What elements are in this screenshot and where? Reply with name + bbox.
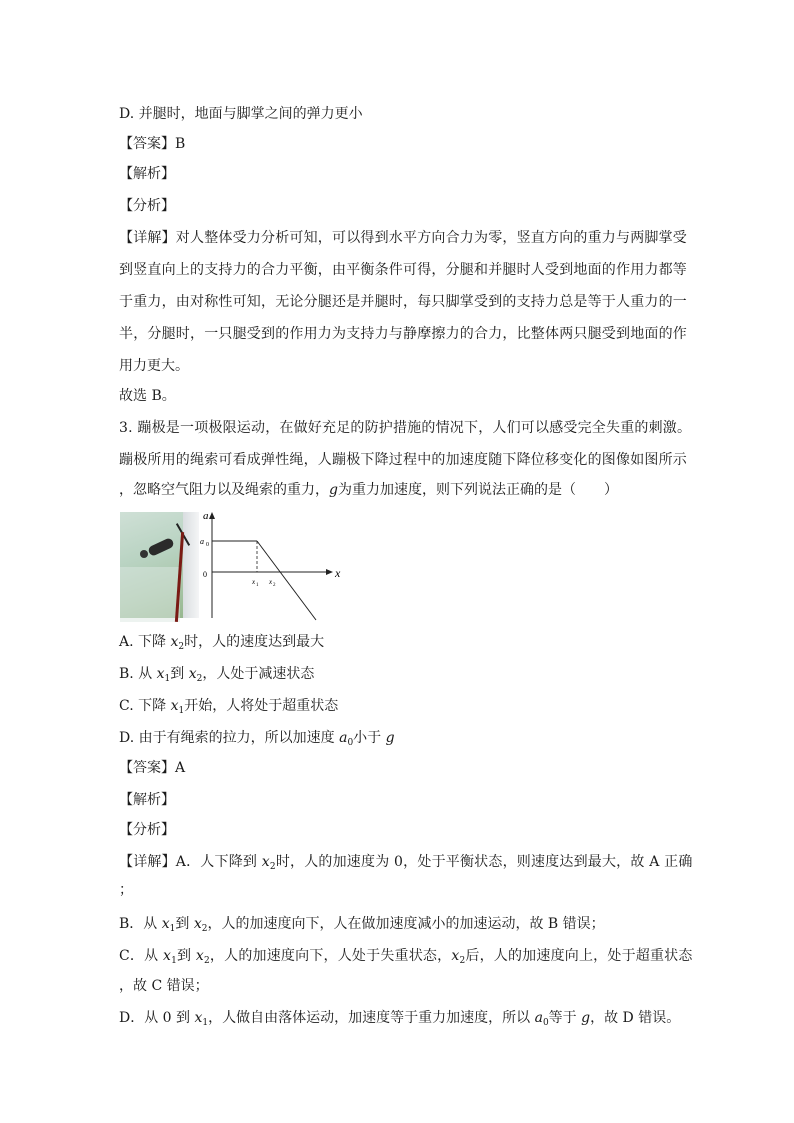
option-d: D. 由于有绳索的拉力，所以加速度 $a_0$小于 g xyxy=(119,730,395,748)
x2-label: x xyxy=(269,578,273,586)
y-axis-arrow xyxy=(209,512,215,519)
a0-label: a xyxy=(200,537,204,546)
acceleration-displacement-graph xyxy=(202,510,340,620)
bungee-photo xyxy=(120,512,199,618)
explanation-2-a-cont: ； xyxy=(119,882,133,898)
explanation-1-line-5: 用力更大。 xyxy=(119,358,189,374)
explanation-2-a: 【详解】A．人下降到 $x_2$时，人的加速度为 0，处于平衡状态，则速度达到最大，故 A 正确 xyxy=(119,854,693,872)
option-d-previous: D. 并腿时，地面与脚掌之间的弹力更小 xyxy=(119,106,363,122)
explanation-1-line-2: 到竖直向上的支持力的合力平衡，由平衡条件可得，分腿和并腿时人受到地面的作用力都等 xyxy=(119,262,687,278)
explanation-2-d: D．从 0 到 $x_1$，人做自由落体运动，加速度等于重力加速度，所以 $a_0$等于 g，故 D 错误。 xyxy=(119,1010,681,1028)
explanation-1-line-3: 于重力，由对称性可知，无论分腿还是并腿时，每只脚掌受到的支持力总是等于人重力的一 xyxy=(119,294,687,310)
x-axis-label: x xyxy=(335,566,341,580)
x-axis-arrow xyxy=(326,569,333,575)
x1-subscript: 1 xyxy=(256,583,259,588)
question-3-line-3: ，忽略空气阻力以及绳索的重力，g为重力加速度，则下列说法正确的是（ ） xyxy=(119,482,618,498)
question-figure xyxy=(120,510,340,620)
y-axis-label: a xyxy=(203,510,209,522)
choose-b: 故选 B。 xyxy=(119,388,176,404)
answer-label-2: 【答案】A xyxy=(119,760,186,776)
option-c: C. 下降 $x_1$开始，人将处于超重状态 xyxy=(119,698,339,716)
explanation-2-c-cont: ，故 C 错误； xyxy=(119,978,209,994)
question-3-line-2: 蹦极所用的绳索可看成弹性绳，人蹦极下降过程中的加速度随下降位移变化的图像如图所示 xyxy=(119,452,687,468)
x2-subscript: 2 xyxy=(273,583,276,588)
fenxi-label-2: 【分析】 xyxy=(119,822,175,838)
x1-label: x xyxy=(252,578,256,586)
answer-label-1: 【答案】B xyxy=(119,136,186,152)
decreasing-line xyxy=(257,541,316,620)
a0-subscript: 0 xyxy=(206,542,209,548)
explanation-1-line-1: 【详解】对人整体受力分析可知，可以得到水平方向合力为零，竖直方向的重力与两脚掌受 xyxy=(119,230,687,246)
origin-label: 0 xyxy=(203,570,207,579)
option-a: A. 下降 $x_2$时，人的速度达到最大 xyxy=(119,634,325,652)
fenxi-label-1: 【分析】 xyxy=(119,198,175,214)
question-3-line-1: 3. 蹦极是一项极限运动，在做好充足的防护措施的情况下，人们可以感受完全失重的刺激。 xyxy=(119,420,692,436)
jiexi-label-2: 【解析】 xyxy=(119,792,175,808)
jiexi-label-1: 【解析】 xyxy=(119,166,175,182)
explanation-2-b: B．从 $x_1$到 $x_2$，人的加速度向下，人在做加速度减小的加速运动，故 B 错误； xyxy=(119,916,605,934)
option-b: B. 从 $x_1$到 $x_2$，人处于减速状态 xyxy=(119,666,315,684)
explanation-2-c: C．从 $x_1$到 $x_2$，人的加速度向下，人处于失重状态，$x_2$后，人的加速度向上，处于超重状态 xyxy=(119,948,693,966)
explanation-1-line-4: 半，分腿时，一只腿受到的作用力为支持力与静摩擦力的合力，比整体两只腿受到地面的作 xyxy=(119,326,687,342)
